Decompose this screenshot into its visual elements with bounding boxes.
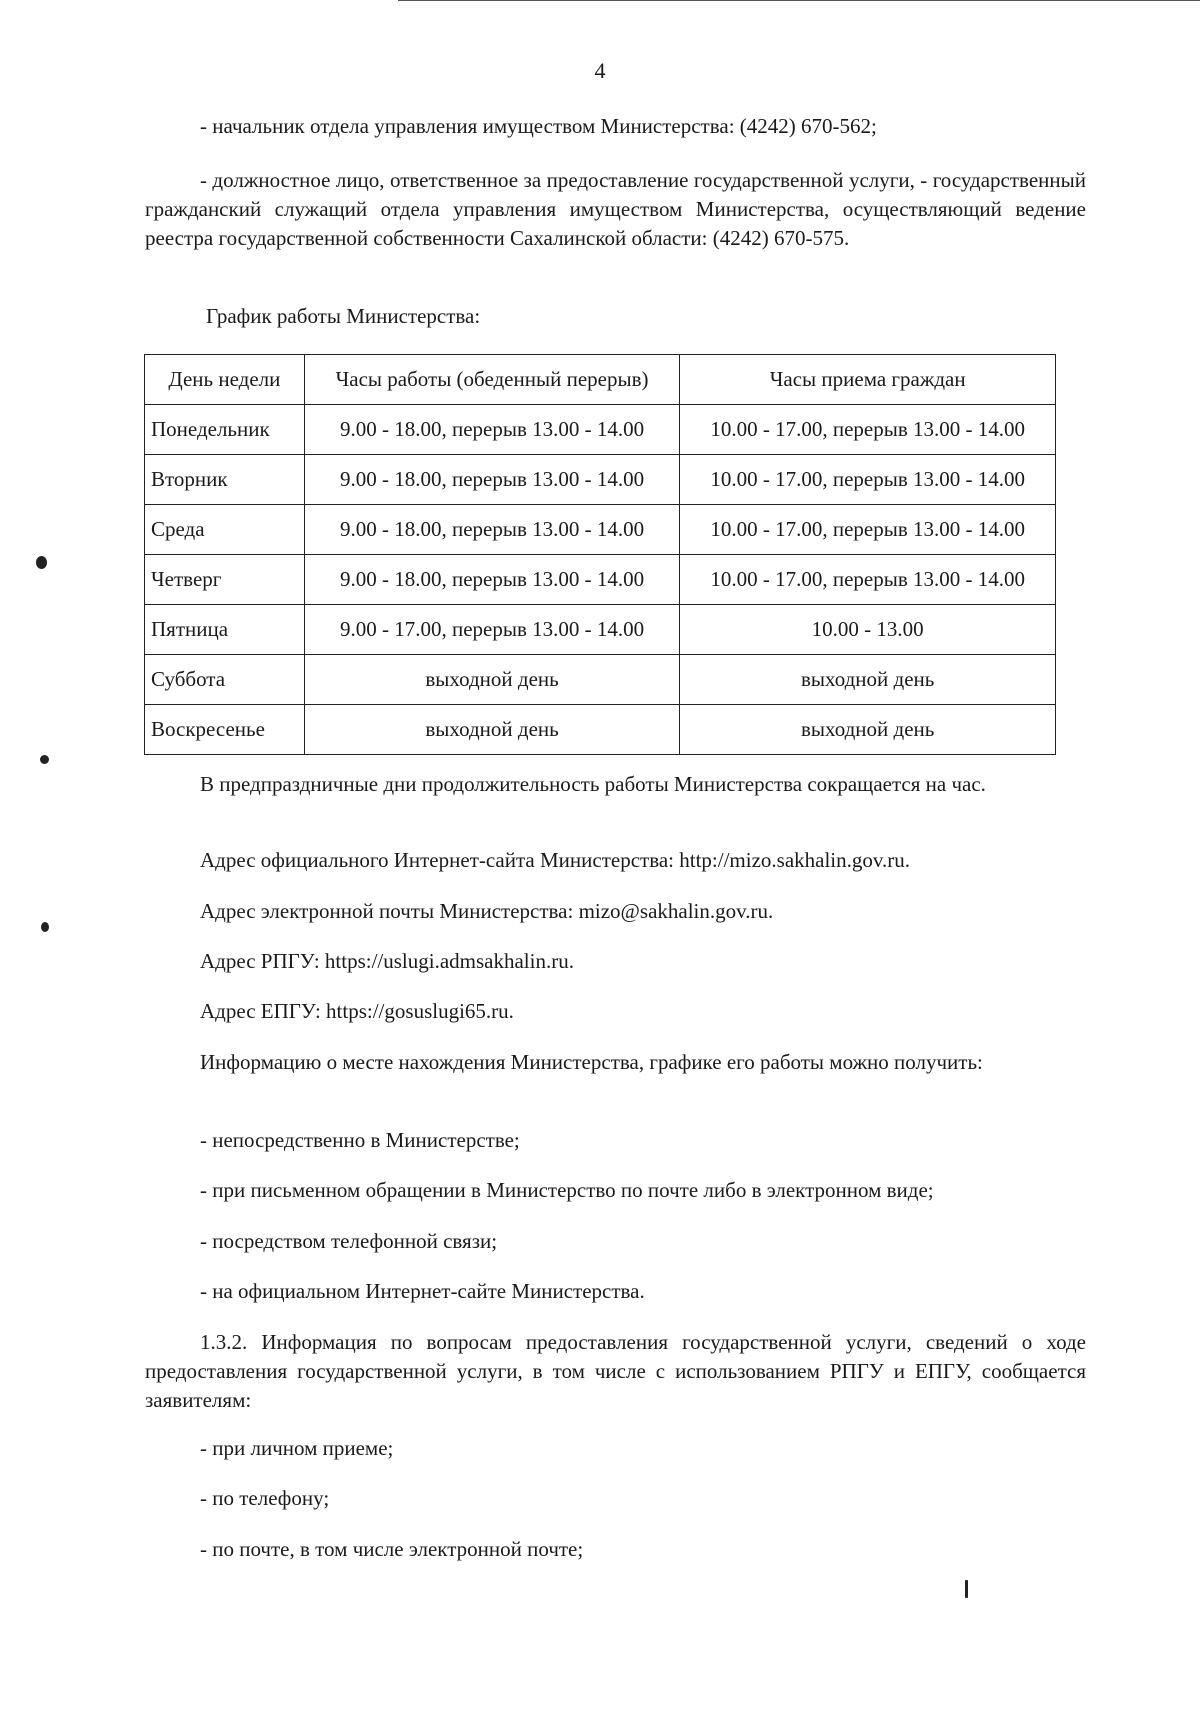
day-cell: Суббота: [145, 655, 305, 705]
work-hours-cell: выходной день: [304, 655, 680, 705]
reception-hours-cell: 10.00 - 17.00, перерыв 13.00 - 14.00: [680, 455, 1056, 505]
header-work-hours: Часы работы (обеденный перерыв): [304, 355, 680, 405]
schedule-heading: График работы Министерства:: [206, 304, 481, 328]
reception-hours-cell: выходной день: [680, 655, 1056, 705]
day-cell: Пятница: [145, 605, 305, 655]
info-source-item: - на официальном Интернет-сайте Министерства.: [200, 1279, 645, 1303]
top-scan-rule: [398, 0, 1200, 1]
work-hours-cell: 9.00 - 18.00, перерыв 13.00 - 14.00: [304, 455, 680, 505]
day-cell: Четверг: [145, 555, 305, 605]
schedule-row-thursday: [145, 555, 1056, 605]
schedule-row-saturday: [145, 655, 1056, 705]
header-reception-hours: Часы приема граждан: [680, 355, 1056, 405]
schedule-table: [144, 354, 1056, 755]
schedule-row-wednesday: [145, 505, 1056, 555]
info-sources-intro: Информацию о месте нахождения Министерства, графике его работы можно получить:: [200, 1050, 983, 1074]
section-1-3-2-item: - по почте, в том числе электронной почте;: [200, 1537, 584, 1561]
day-cell: Воскресенье: [145, 705, 305, 755]
reception-hours-cell: выходной день: [680, 705, 1056, 755]
schedule-row-monday: [145, 405, 1056, 455]
work-hours-cell: 9.00 - 18.00, перерыв 13.00 - 14.00: [304, 555, 680, 605]
day-cell: Понедельник: [145, 405, 305, 455]
reception-hours-cell: 10.00 - 13.00: [680, 605, 1056, 655]
schedule-header-row: [145, 355, 1056, 405]
day-cell: Вторник: [145, 455, 305, 505]
work-hours-cell: 9.00 - 18.00, перерыв 13.00 - 14.00: [304, 405, 680, 455]
info-source-item: - при письменном обращении в Министерство по почте либо в электронном виде;: [200, 1178, 934, 1202]
section-1-3-2-item: - по телефону;: [200, 1486, 330, 1510]
reception-hours-cell: 10.00 - 17.00, перерыв 13.00 - 14.00: [680, 505, 1056, 555]
work-hours-cell: выходной день: [304, 705, 680, 755]
scan-speck: [40, 755, 49, 764]
reception-hours-cell: 10.00 - 17.00, перерыв 13.00 - 14.00: [680, 555, 1056, 605]
reception-hours-cell: 10.00 - 17.00, перерыв 13.00 - 14.00: [680, 405, 1056, 455]
work-hours-cell: 9.00 - 18.00, перерыв 13.00 - 14.00: [304, 505, 680, 555]
pre-holiday-note: В предпраздничные дни продолжительность работы Министерства сокращается на час.: [200, 772, 986, 796]
info-source-item: - непосредственно в Министерстве;: [200, 1128, 520, 1152]
website-address: Адрес официального Интернет-сайта Министерства: http://mizo.sakhalin.gov.ru.: [200, 848, 911, 872]
schedule-row-sunday: [145, 705, 1056, 755]
scan-speck: [965, 1580, 968, 1598]
header-day: День недели: [145, 355, 305, 405]
schedule-row-tuesday: [145, 455, 1056, 505]
section-1-3-2-item: - при личном приеме;: [200, 1436, 394, 1460]
day-cell: Среда: [145, 505, 305, 555]
section-1-3-2-text: 1.3.2. Информация по вопросам предоставления государственной услуги, сведений о ходе предоставления государственной услуги, в том числе с использованием РПГУ и ЕПГУ, сообщается заявителям:: [145, 1330, 1086, 1412]
info-source-item: - посредством телефонной связи;: [200, 1229, 498, 1253]
contact-official-line: - должностное лицо, ответственное за предоставление государственной услуги, - государственный гражданский служащий отдела управления имуществом Министерства, осуществляющий ведение реестра государственной собственности Сахалинской области: (4242) 670-575.: [145, 168, 1086, 250]
schedule-row-friday: [145, 605, 1056, 655]
scan-speck: [41, 922, 49, 932]
work-hours-cell: 9.00 - 17.00, перерыв 13.00 - 14.00: [304, 605, 680, 655]
scan-speck: [36, 556, 47, 569]
rpgu-address: Адрес РПГУ: https://uslugi.admsakhalin.ru.: [200, 949, 574, 973]
epgu-address: Адрес ЕПГУ: https://gosuslugi65.ru.: [200, 999, 514, 1023]
email-address: Адрес электронной почты Министерства: mizo@sakhalin.gov.ru.: [200, 899, 774, 923]
page-number: 4: [594, 58, 606, 83]
contact-head-line: - начальник отдела управления имуществом Министерства: (4242) 670-562;: [200, 114, 877, 138]
